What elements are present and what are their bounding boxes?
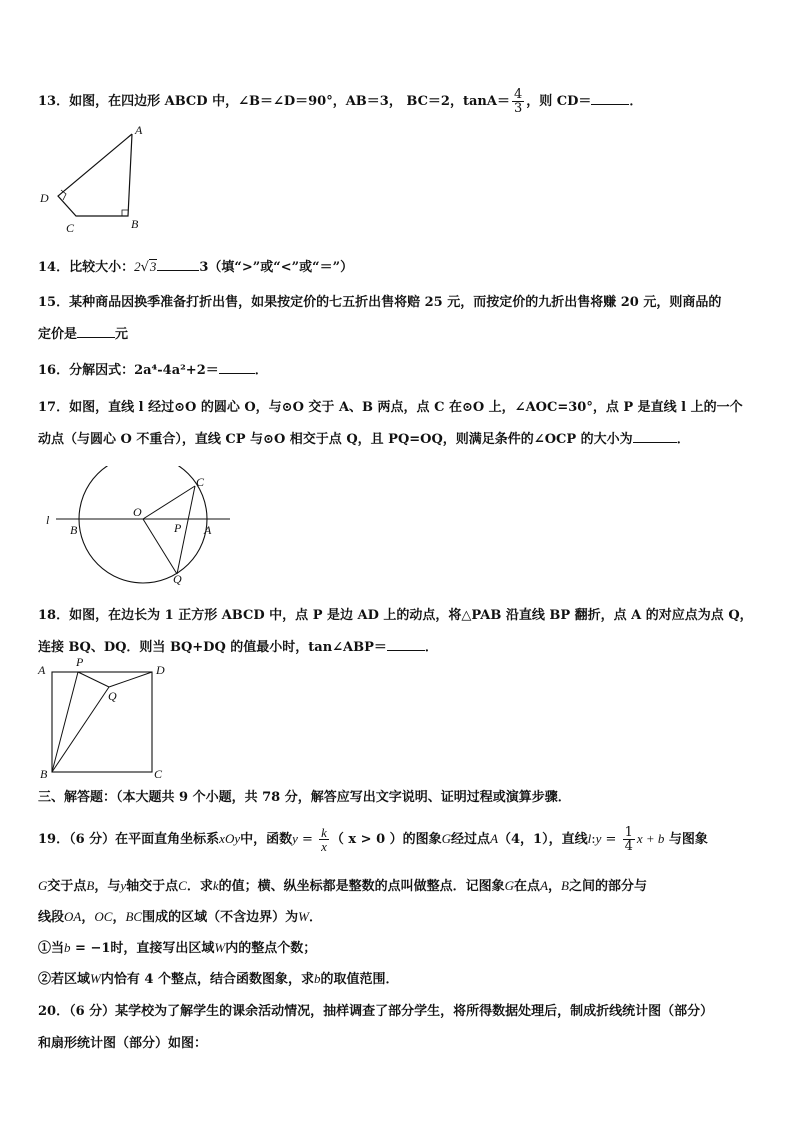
q18-line2: 连接 BQ、DQ．则当 BQ+DQ 的值最小时，tan∠ABP＝ ． xyxy=(38,640,438,655)
q19-line5: ②若区域W内恰有 4 个整点，结合函数图象，求b的取值范围． xyxy=(38,971,399,987)
label-o: O xyxy=(133,505,142,519)
section-title: 三、解答题：（本大题共 9 个小题，共 78 分，解答应写出文字说明、证明过程或演算步骤． xyxy=(38,790,571,805)
tan-fraction: $\frac{4}{3}$ xyxy=(513,87,523,116)
k-over-x-fraction: $\frac{k}{x}$ xyxy=(321,825,327,854)
one-quarter-fraction: $\frac{1}{4}$ xyxy=(624,825,633,854)
q19-line3: 线段OA，OC，BC围成的区域（不含边界）为W． xyxy=(38,909,322,925)
segment-oc xyxy=(143,486,195,519)
segment-pq xyxy=(78,672,109,687)
answer-blank xyxy=(77,337,115,338)
segment-dq xyxy=(109,672,152,687)
q20-line2: 和扇形统计图（部分）如图： xyxy=(38,1036,208,1051)
q17-line2: 动点（与圆心 O 不重合），直线 CP 与⊙O 相交于点 Q，且 PQ=OQ，则满足条件的∠OCP 的大小为 ． xyxy=(38,432,690,447)
label-c: C xyxy=(196,475,205,489)
right-angle-d xyxy=(61,190,66,200)
answer-blank xyxy=(591,104,629,105)
label-q: Q xyxy=(108,689,117,703)
label-b: B xyxy=(40,767,48,781)
answer-blank xyxy=(219,373,255,374)
label-p: P xyxy=(174,521,182,535)
q15-line2: 定价是 元 xyxy=(38,327,129,342)
label-b: B xyxy=(131,217,139,231)
q20-line1: 20．（6 分）某学校为了解学生的课余活动情况，抽样调查了部分学生，将所得数据处理后，制成折线统计图（部分） xyxy=(38,1004,714,1019)
label-c: C xyxy=(66,221,75,235)
answer-blank xyxy=(387,650,425,651)
right-angle-b xyxy=(122,210,128,216)
circle-o xyxy=(79,466,207,583)
q19-line2: G交于点B，与y轴交于点C．求k的值；横、纵坐标都是整数的点叫做整点．记图象G在点A，B之间的部分与 xyxy=(38,878,647,894)
label-b: B xyxy=(70,523,78,537)
q14-text: 14．比较大小：2√3 3（填“>”或“<”或“＝”） xyxy=(38,259,354,275)
segment-bp xyxy=(52,672,78,772)
label-l: l xyxy=(46,513,50,527)
q18-line1: 18．如图，在边长为 1 正方形 ABCD 中，点 P 是边 AD 上的动点，将△PAB 沿直线 BP 翻折，点 A 的对应点为点 Q， xyxy=(38,608,753,623)
q18-figure xyxy=(36,656,176,782)
q19-line1: 19．（6 分）在平面直角坐标系xOy中，函数y = $\frac{k}{x}$ （ x > 0 ）的图象G经过点A（4，1），直线l:y = $\frac{1}{4}$ x + b 与图象 xyxy=(38,825,708,854)
label-c: C xyxy=(154,767,163,781)
label-a: A xyxy=(38,663,46,677)
square-abcd xyxy=(52,672,152,772)
q19-line4: ①当b = −1时，直接写出区域W内的整点个数； xyxy=(38,940,317,956)
answer-blank xyxy=(157,270,199,271)
label-a: A xyxy=(204,523,212,537)
label-a: A xyxy=(135,124,143,137)
label-d: D xyxy=(156,663,165,677)
segment-bq xyxy=(52,687,109,772)
label-p: P xyxy=(76,656,84,669)
q15-line1: 15．某种商品因换季准备打折出售，如果按定价的七五折出售将赔 25 元，而按定价的九折出售将赚 20 元，则商品的 xyxy=(38,295,722,310)
answer-blank xyxy=(633,442,677,443)
q17-line1: 17．如图，直线 l 经过⊙O 的圆心 O，与⊙O 交于 A、B 两点，点 C 在⊙O 上，∠AOC=30°，点 P 是直线 l 上的一个 xyxy=(38,400,743,415)
q16-text: 16．分解因式：2a⁴-4a²+2＝ ． xyxy=(38,363,268,378)
q13-figure xyxy=(36,124,146,236)
q13-text: 13．如图，在四边形 ABCD 中，∠B＝∠D＝90°，AB＝3， BC＝2，tanA＝ $\frac{4}{3}$ ，则 CD＝ ． xyxy=(38,87,643,116)
segment-oq xyxy=(143,519,177,574)
label-d: D xyxy=(40,191,49,205)
label-q: Q xyxy=(173,572,182,586)
q17-figure xyxy=(40,466,240,588)
quadrilateral-abcd xyxy=(58,134,132,216)
